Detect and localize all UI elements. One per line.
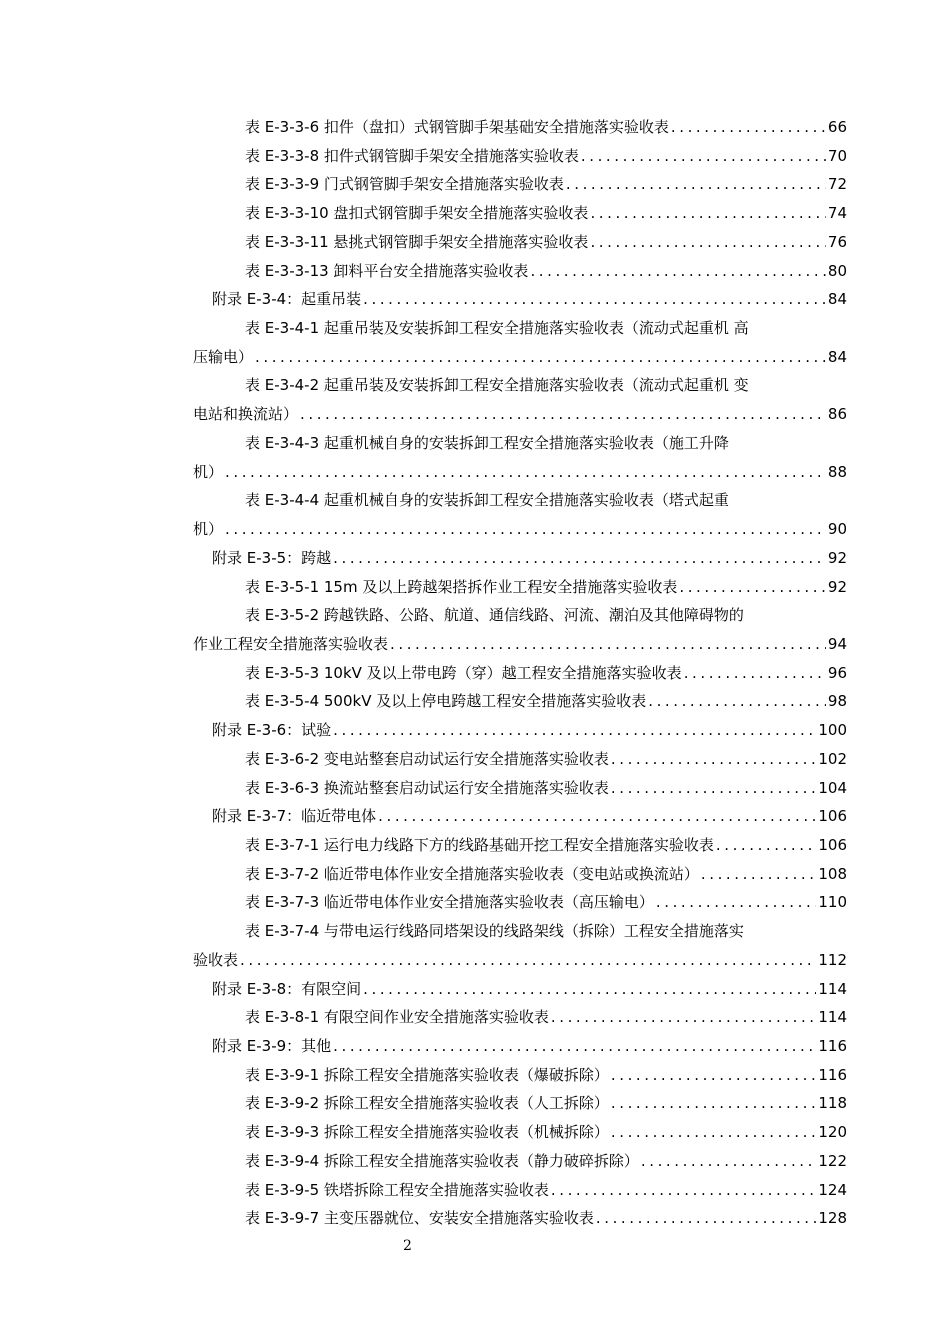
dot-leader: [716, 831, 816, 860]
toc-table-entry[interactable]: [193, 257, 847, 286]
dot-leader: [551, 1003, 816, 1032]
toc-table-entry[interactable]: [193, 659, 847, 688]
toc-entry-page-number: 90: [827, 520, 847, 539]
dot-leader: [530, 257, 825, 286]
toc-entry-page-number: 96: [827, 663, 847, 682]
toc-entry-page-number: 88: [827, 462, 847, 481]
toc-entry-page-number: 66: [827, 118, 847, 136]
toc-entry-page-number: 124: [818, 1180, 847, 1199]
toc-entry-page-number: 108: [818, 864, 847, 883]
dot-leader: [363, 285, 826, 314]
toc-entry-line: [245, 1147, 847, 1176]
toc-entry-line: [245, 888, 847, 917]
toc-table-entry[interactable]: [193, 113, 847, 142]
dot-leader: [333, 1032, 816, 1061]
toc-entry-line: [245, 1176, 847, 1205]
dot-leader: [551, 1176, 816, 1205]
toc-entry-page-number: 92: [827, 548, 847, 567]
dot-leader: [611, 1118, 816, 1147]
toc-entry-page-number: 110: [818, 893, 847, 912]
dot-leader: [656, 888, 816, 917]
toc-entry-page-number: 86: [827, 405, 847, 424]
toc-entry-page-number: 84: [827, 290, 847, 309]
toc-entry-line: [245, 1003, 847, 1032]
dot-leader: [611, 1089, 816, 1118]
toc-entry-page-number: 106: [818, 835, 847, 854]
toc-entry-title: 电站和换流站）: [193, 405, 299, 424]
toc-entry-title: 表 E-3-5-3 10kV 及以上带电跨（穿）越工程安全措施落实验收表: [245, 663, 682, 682]
toc-entry-page-number: 116: [818, 1065, 847, 1084]
toc-entry-page-number: 106: [818, 807, 847, 826]
toc-entry-line: [245, 573, 847, 602]
toc-table-entry[interactable]: [193, 774, 847, 803]
toc-entry-title: 表 E-3-7-2 临近带电体作业安全措施落实验收表（变电站或换流站）: [245, 864, 699, 883]
toc-table-entry[interactable]: [193, 199, 847, 228]
toc-entry-line: [193, 458, 847, 487]
toc-entry-line: [245, 1204, 847, 1233]
toc-table-entry[interactable]: [193, 515, 847, 544]
toc-table-entry[interactable]: [193, 630, 847, 659]
toc-appendix-entry[interactable]: [193, 285, 847, 314]
toc-entry-line: [245, 371, 847, 400]
toc-appendix-entry[interactable]: [193, 1032, 847, 1061]
toc-entry-title: 表 E-3-4-4 起重机械自身的安装拆卸工程安全措施落实验收表（塔式起重: [245, 491, 729, 510]
toc-table-entry[interactable]: [193, 314, 847, 343]
toc-entry-line: [245, 917, 847, 946]
toc-entry-title: 压输电）: [193, 347, 254, 366]
toc-entry-page-number: 122: [818, 1151, 847, 1170]
dot-leader: [390, 630, 826, 659]
toc-entry-line: [245, 745, 847, 774]
toc-entry-line: [245, 1118, 847, 1147]
toc-entry-page-number: 118: [818, 1094, 847, 1113]
toc-entry-page-number: 76: [827, 232, 847, 251]
toc-entry-title: 附录 E-3-7：临近带电体: [212, 807, 377, 826]
toc-table-entry[interactable]: [193, 1176, 847, 1205]
toc-entry-line: [245, 142, 847, 171]
toc-table-entry[interactable]: [193, 1003, 847, 1032]
toc-table-entry[interactable]: [193, 687, 847, 716]
dot-leader: [596, 1204, 816, 1233]
toc-entry-line: [245, 831, 847, 860]
toc-entry-page-number: 74: [827, 204, 847, 223]
dot-leader: [363, 975, 816, 1004]
toc-entry-line: [245, 314, 847, 343]
toc-entry-title: 表 E-3-7-1 运行电力线路下方的线路基础开挖工程安全措施落实验收表: [245, 835, 714, 854]
toc-appendix-entry[interactable]: [193, 716, 847, 745]
toc-table-entry[interactable]: [193, 601, 847, 630]
dot-leader: [240, 946, 816, 975]
dot-leader: [684, 659, 826, 688]
dot-leader: [581, 142, 826, 171]
toc-entry-title: 附录 E-3-5：跨越: [212, 548, 332, 567]
dot-leader: [611, 1061, 816, 1090]
dot-leader: [641, 1147, 816, 1176]
dot-leader: [225, 515, 826, 544]
toc-entry-line: [245, 687, 847, 716]
toc-table-entry[interactable]: [193, 458, 847, 487]
dot-leader: [648, 687, 826, 716]
toc-entry-line: [212, 1032, 847, 1061]
toc-entry-line: [212, 285, 847, 314]
toc-entry-title: 表 E-3-4-1 起重吊装及安装拆卸工程安全措施落实验收表（流动式起重机 高: [245, 319, 749, 338]
toc-entry-page-number: 112: [818, 950, 847, 969]
toc-entry-line: [212, 975, 847, 1004]
toc-entry-title: 表 E-3-8-1 有限空间作业安全措施落实验收表: [245, 1008, 549, 1027]
page-number: 2: [403, 1238, 412, 1254]
toc-entry-title: 附录 E-3-6：试验: [212, 721, 332, 740]
toc-entry-page-number: 70: [827, 146, 847, 165]
toc-entry-line: [245, 774, 847, 803]
toc-entry-title: 表 E-3-9-5 铁塔拆除工程安全措施落实验收表: [245, 1180, 549, 1199]
dot-leader: [300, 400, 826, 429]
toc-entry-title: 表 E-3-9-1 拆除工程安全措施落实验收表（爆破拆除）: [245, 1065, 609, 1084]
toc-entry-line: [245, 486, 847, 515]
toc-table-entry[interactable]: [193, 1118, 847, 1147]
table-of-contents: [193, 113, 847, 1233]
dot-leader: [611, 745, 816, 774]
dot-leader: [671, 113, 826, 142]
toc-entry-line: [245, 228, 847, 257]
toc-entry-title: 表 E-3-5-4 500kV 及以上停电跨越工程安全措施落实验收表: [245, 692, 647, 711]
toc-entry-title: 机）: [193, 462, 224, 481]
toc-entry-title: 表 E-3-3-10 盘扣式钢管脚手架安全措施落实验收表: [245, 204, 589, 223]
toc-entry-title: 表 E-3-3-6 扣件（盘扣）式钢管脚手架基础安全措施落实验收表: [245, 118, 669, 136]
toc-entry-line: [193, 630, 847, 659]
toc-entry-title: 表 E-3-3-13 卸料平台安全措施落实验收表: [245, 261, 529, 280]
dot-leader: [378, 802, 816, 831]
toc-entry-line: [245, 860, 847, 889]
dot-leader: [333, 544, 826, 573]
toc-entry-page-number: 94: [827, 634, 847, 653]
toc-appendix-entry[interactable]: [193, 544, 847, 573]
toc-entry-line: [245, 601, 847, 630]
toc-table-entry[interactable]: [193, 573, 847, 602]
toc-entry-line: [193, 400, 847, 429]
toc-table-entry[interactable]: [193, 917, 847, 946]
toc-table-entry[interactable]: [193, 745, 847, 774]
toc-table-entry[interactable]: [193, 1147, 847, 1176]
toc-entry-title: 表 E-3-9-2 拆除工程安全措施落实验收表（人工拆除）: [245, 1094, 609, 1113]
toc-table-entry[interactable]: [193, 170, 847, 199]
toc-entry-page-number: 92: [827, 577, 847, 596]
toc-entry-title: 表 E-3-5-2 跨越铁路、公路、航道、通信线路、河流、潮泊及其他障碍物的: [245, 606, 744, 625]
toc-entry-page-number: 80: [827, 261, 847, 280]
toc-entry-title: 表 E-3-4-2 起重吊装及安装拆卸工程安全措施落实验收表（流动式起重机 变: [245, 376, 749, 395]
toc-entry-line: [193, 515, 847, 544]
toc-entry-title: 表 E-3-9-3 拆除工程安全措施落实验收表（机械拆除）: [245, 1123, 609, 1142]
toc-table-entry[interactable]: [193, 343, 847, 372]
toc-entry-line: [245, 170, 847, 199]
dot-leader: [611, 774, 816, 803]
toc-table-entry[interactable]: [193, 1061, 847, 1090]
toc-entry-title: 机）: [193, 520, 224, 539]
toc-table-entry[interactable]: [193, 888, 847, 917]
toc-entry-page-number: 114: [818, 1008, 847, 1027]
toc-entry-title: 表 E-3-9-7 主变压器就位、安装安全措施落实验收表: [245, 1209, 594, 1228]
dot-leader: [566, 170, 826, 199]
toc-entry-line: [193, 946, 847, 975]
toc-table-entry[interactable]: [193, 400, 847, 429]
toc-entry-title: 表 E-3-7-3 临近带电体作业安全措施落实验收表（高压输电）: [245, 893, 654, 912]
toc-entry-line: [245, 1061, 847, 1090]
dot-leader: [333, 716, 816, 745]
toc-entry-page-number: 114: [818, 979, 847, 998]
toc-table-entry[interactable]: [193, 946, 847, 975]
dot-leader: [225, 458, 826, 487]
toc-entry-page-number: 128: [818, 1209, 847, 1228]
toc-entry-title: 表 E-3-9-4 拆除工程安全措施落实验收表（静力破碎拆除）: [245, 1151, 639, 1170]
toc-entry-page-number: 116: [818, 1037, 847, 1055]
toc-table-entry[interactable]: [193, 860, 847, 889]
toc-appendix-entry[interactable]: [193, 802, 847, 831]
toc-entry-title: 表 E-3-3-8 扣件式钢管脚手架安全措施落实验收表: [245, 146, 579, 165]
toc-table-entry[interactable]: [193, 228, 847, 257]
toc-entry-page-number: 120: [818, 1123, 847, 1142]
toc-entry-page-number: 98: [827, 692, 847, 711]
toc-entry-line: [212, 716, 847, 745]
toc-entry-page-number: 100: [818, 721, 847, 740]
toc-entry-page-number: 102: [818, 749, 847, 768]
dot-leader: [255, 343, 826, 372]
toc-entry-title: 表 E-3-6-2 变电站整套启动试运行安全措施落实验收表: [245, 749, 609, 768]
toc-entry-page-number: 72: [827, 175, 847, 194]
toc-entry-line: [245, 429, 847, 458]
toc-entry-line: [245, 257, 847, 286]
toc-table-entry[interactable]: [193, 429, 847, 458]
toc-table-entry[interactable]: [193, 1204, 847, 1233]
toc-entry-title: 表 E-3-3-9 门式钢管脚手架安全措施落实验收表: [245, 175, 564, 194]
toc-entry-page-number: 104: [818, 778, 847, 797]
toc-entry-title: 表 E-3-4-3 起重机械自身的安装拆卸工程安全措施落实验收表（施工升降: [245, 433, 729, 452]
toc-entry-title: 作业工程安全措施落实验收表: [193, 634, 389, 653]
toc-table-entry[interactable]: [193, 142, 847, 171]
dot-leader: [679, 573, 826, 602]
toc-entry-title: 表 E-3-3-11 悬挑式钢管脚手架安全措施落实验收表: [245, 232, 589, 251]
toc-entry-line: [245, 659, 847, 688]
toc-table-entry[interactable]: [193, 831, 847, 860]
toc-entry-title: 附录 E-3-8：有限空间: [212, 979, 362, 998]
toc-entry-line: [245, 199, 847, 228]
toc-entry-title: 表 E-3-7-4 与带电运行线路同塔架设的线路架线（拆除）工程安全措施落实: [245, 922, 744, 941]
toc-table-entry[interactable]: [193, 486, 847, 515]
toc-entry-title: 表 E-3-5-1 15m 及以上跨越架搭拆作业工程安全措施落实验收表: [245, 577, 678, 596]
toc-entry-title: 附录 E-3-4：起重吊装: [212, 290, 362, 309]
dot-leader: [701, 860, 816, 889]
toc-entry-line: [212, 802, 847, 831]
toc-entry-page-number: 84: [827, 347, 847, 366]
toc-entry-line: [193, 343, 847, 372]
toc-table-entry[interactable]: [193, 1089, 847, 1118]
toc-entry-title: 附录 E-3-9：其他: [212, 1037, 332, 1055]
toc-entry-line: [212, 544, 847, 573]
toc-table-entry[interactable]: [193, 371, 847, 400]
dot-leader: [590, 199, 825, 228]
toc-entry-title: 表 E-3-6-3 换流站整套启动试运行安全措施落实验收表: [245, 778, 609, 797]
toc-appendix-entry[interactable]: [193, 975, 847, 1004]
toc-entry-line: [245, 1089, 847, 1118]
dot-leader: [590, 228, 825, 257]
toc-entry-title: 验收表: [193, 950, 239, 969]
toc-entry-line: [245, 113, 847, 142]
